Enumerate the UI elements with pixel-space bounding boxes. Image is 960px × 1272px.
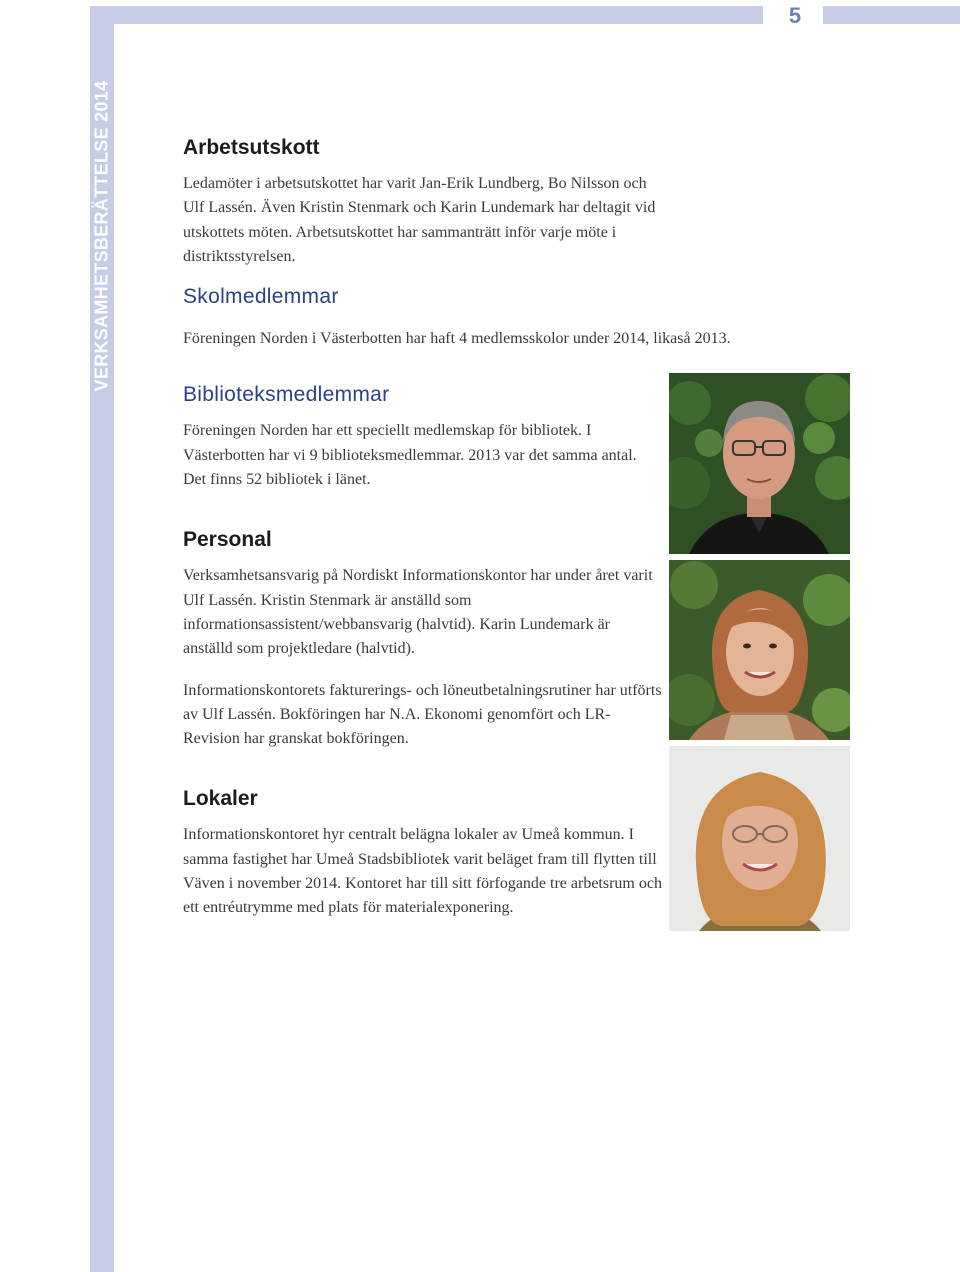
section-heading-personal: Personal xyxy=(183,528,272,552)
paragraph-personal-staff: Verksamhetsansvarig på Nordiskt Informationskontor har under året varit Ulf Lassén. Kristin Stenmark är anställd som informationsassistent/webbansvarig (halvtid). Karin Lundemark är anställd som projektledare (halvtid). xyxy=(183,567,653,658)
section-heading-biblioteksmedlemmar: Biblioteksmedlemmar xyxy=(183,383,390,407)
side-band-label: VERKSAMHETSBERÄTTELSE 2014 xyxy=(91,80,112,392)
portrait-photo-woman xyxy=(669,560,850,740)
header-band-left xyxy=(90,6,763,24)
header-band-right xyxy=(823,6,960,24)
paragraph-biblioteksmedlemmar: Föreningen Norden har ett speciellt medlemskap för bibliotek. I Västerbotten har vi 9 biblioteksmedlemmar. 2013 var det samma antal. Det finns 52 bibliotek i länet. xyxy=(183,422,637,489)
section-heading-lokaler: Lokaler xyxy=(183,787,258,811)
portrait-photo-woman xyxy=(669,746,850,931)
portrait-photo-man xyxy=(669,373,850,554)
paragraph-personal-accounting: Informationskontorets fakturerings- och löneutbetalningsrutiner har utförts av Ulf Lassén. Bokföringen har N.A. Ekonomi genomfört och LR-Revision har granskat bokföringen. xyxy=(183,681,662,748)
paragraph-lokaler: Informationskontoret hyr centralt belägna lokaler av Umeå kommun. I samma fastighet har Umeå Stadsbibliotek varit beläget fram till flytten till Väven i november 2014. Kontoret har till sitt förfogande tre arbetsrum och ett entréutrymme med plats för materialexponering. xyxy=(183,826,662,917)
section-heading-skolmedlemmar: Skolmedlemmar xyxy=(183,285,339,309)
page-number: 5 xyxy=(788,3,802,28)
section-heading-arbetsutskott: Arbetsutskott xyxy=(183,136,320,159)
paragraph-skolmedlemmar: Föreningen Norden i Västerbotten har haft 4 medlemsskolor under 2014, likaså 2013. xyxy=(183,330,731,348)
main-content xyxy=(183,134,731,921)
paragraph-arbetsutskott: Ledamöter i arbetsutskottet har varit Jan-Erik Lundberg, Bo Nilsson och Ulf Lassén. Även Kristin Stenmark och Karin Lundemark har deltagit vid utskottets möten. Arbetsutskottet har sammanträtt inför varje möte i distriktsstyrelsen. xyxy=(183,175,656,265)
